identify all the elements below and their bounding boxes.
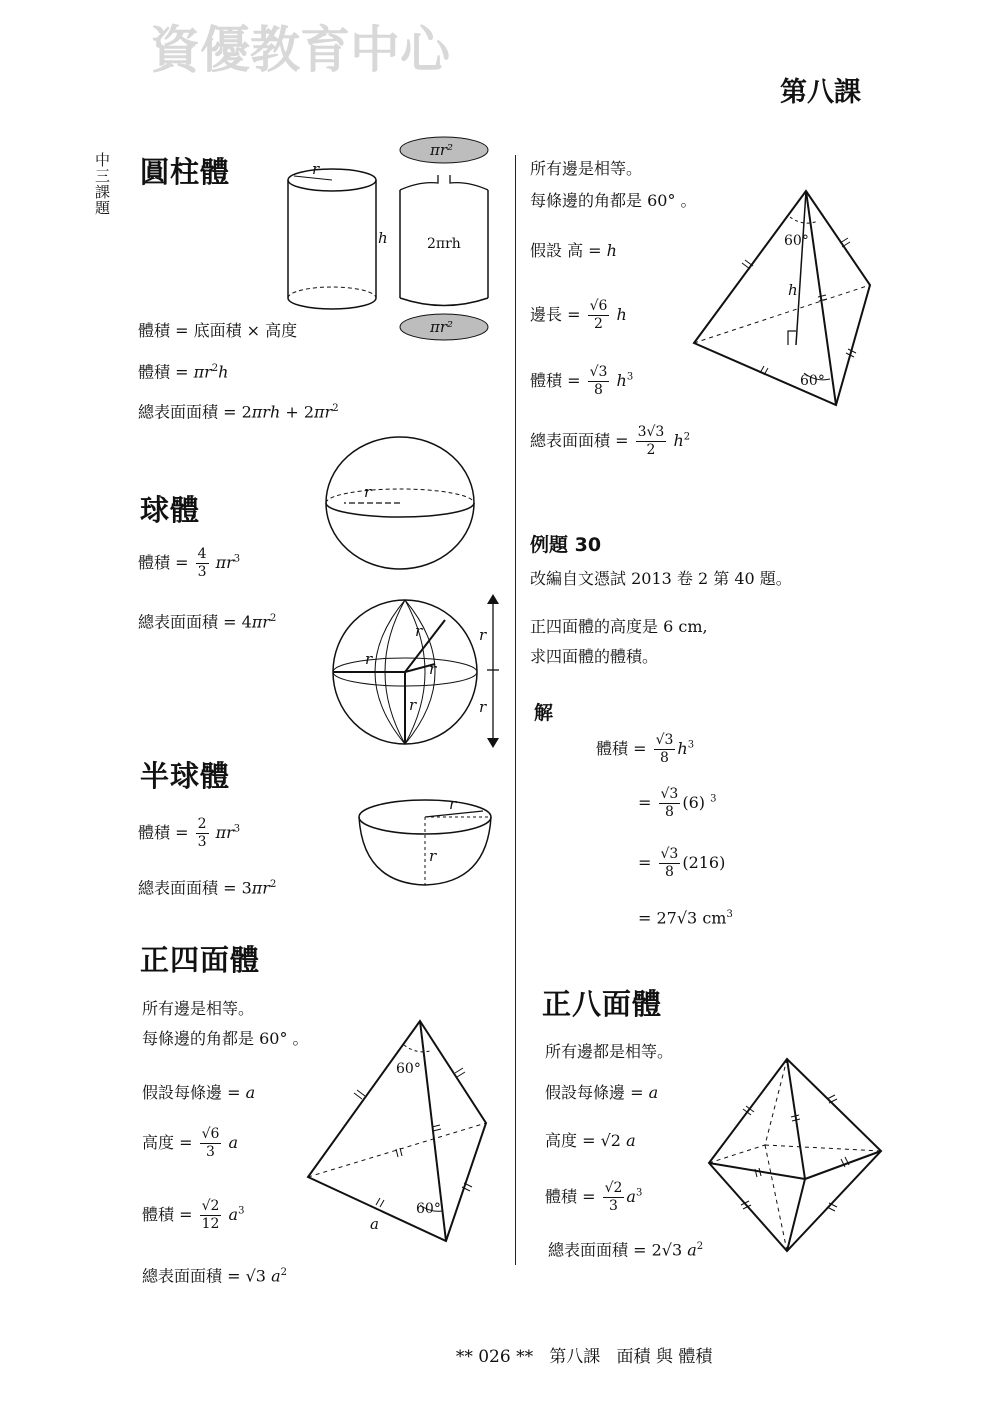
tetrahedron-height: 高度 = $\frac{√6}{3}$ a [142,1126,239,1160]
example-step2-fraction: $\frac{√3}{8}$ [660,786,679,820]
octahedron-assume: 假設每條邊 = a [545,1083,659,1102]
hemisphere-title: 半球體 [140,759,231,793]
right-volume-fraction: $\frac{√3}{8}$ [589,364,608,398]
octahedron-surface-label: 總表面面積 = [548,1240,652,1260]
sphere-surface: 總表面面積 = $4\pi r^2$ [138,612,277,632]
example-step-2: = $\frac{√3}{8}$ (6) $^3$ [638,786,717,820]
octahedron-surface-value: 2√3 [651,1240,688,1260]
tetrahedron-figure [300,1015,495,1245]
right-h-label: h [788,281,798,299]
hemisphere-surface: 總表面面積 = $3\pi r^2$ [138,878,277,898]
right-angle-top: 60° [784,233,809,249]
hemisphere-r-label-1: r [449,795,457,813]
hemisphere-volume-fraction: $\frac{2}{3}$ [197,816,207,850]
tetrahedron-assume: 假設每條邊 = a [142,1083,256,1102]
cylinder-h-label: h [378,229,388,247]
right-assume-label: 假設 高 = [530,241,607,260]
tetrahedron-surface: 總表面面積 = √3 $a^2$ [142,1266,287,1286]
side-label: 中三課題 [93,152,111,216]
hemisphere-surface-label: 總表面面積 = [138,878,242,898]
cylinder-volume-1 [138,320,297,342]
example-step3-fraction: $\frac{√3}{8}$ [660,846,679,880]
octahedron-volume-label: 體積 = [545,1187,601,1206]
sphere-volume: 體積 = $\frac{4}{3}$ $\pi r^3$ [138,546,241,580]
tetrahedron-line-2: 每條邊的角都是 60° 。 [142,1029,309,1048]
tetrahedron-title: 正四面體 [140,943,261,977]
sphere-radius-label-2: r [365,650,373,668]
octahedron-figure [705,1055,885,1255]
right-tetrahedron-figure [688,185,878,410]
example-step1-fraction: $\frac{√3}{8}$ [655,732,674,766]
example-question-1: 正四面體的高度是 6 cm, [530,617,708,636]
right-surface-label: 總表面面積 = [530,431,634,450]
tetrahedron-height-fraction: $\frac{√6}{3}$ [201,1126,220,1160]
octahedron-title: 正八面體 [542,987,663,1021]
example-step3-value: (216) [682,853,726,872]
column-divider [515,155,516,1265]
octahedron-height-value: √2 [600,1131,627,1150]
cylinder-volume-2: 體積 = $\pi r^2h$ [138,362,229,382]
tetrahedron-line-1: 所有邊是相等。 [142,999,255,1018]
sphere-title: 球體 [140,493,201,527]
lesson-label: 第八課 [780,77,861,108]
example-source: 改編自文憑試 2013 卷 2 第 40 題。 [530,569,792,588]
tetrahedron-height-label: 高度 = [142,1133,198,1152]
tetrahedron-a-label: a [370,1215,379,1233]
right-edge: 邊長 = $\frac{√6}{2}$ h [530,298,627,332]
example-step2-value: (6) [682,793,705,812]
right-assume: 假設 高 = h [530,241,617,260]
octahedron-assume-label: 假設每條邊 = [545,1083,649,1102]
footer-page-number: ** 026 ** [455,1347,534,1367]
footer-topic: 面積 與 體積 [616,1347,713,1367]
right-edge-fraction: $\frac{√6}{2}$ [589,298,608,332]
example-question-2: 求四面體的體積。 [530,647,659,666]
cylinder-r-label: r [312,160,320,178]
octahedron-volume: 體積 = $\frac{√2}{3}$ $a^3$ [545,1180,643,1214]
sphere-volume-label: 體積 = [138,553,194,572]
right-angle-bottom: 60° [800,373,825,389]
hemisphere-volume-label: 體積 = [138,823,194,842]
cylinder-volume-label: 體積 = [138,321,194,340]
tetrahedron-assume-label: 假設每條邊 = [142,1083,246,1102]
hemisphere-figure [355,795,500,890]
sphere-radius-label-4: r [409,696,417,714]
footer-lesson: 第八課 [549,1347,601,1367]
cylinder-volume2-label: 體積 = [138,362,194,382]
example-step2-eq: = [638,793,652,812]
cylinder-title: 圓柱體 [140,155,231,189]
hemisphere-r-label-2: r [429,847,437,865]
tetrahedron-volume-fraction: $\frac{√2}{12}$ [201,1198,220,1232]
watermark-text: 資優教育中心 [150,21,450,79]
tetrahedron-volume-label: 體積 = [142,1205,198,1224]
sphere-radius-label-1: r [415,622,423,640]
right-line-1: 所有邊是相等。 [530,159,643,178]
hemisphere-volume: 體積 = $\frac{2}{3}$ $\pi r^3$ [138,816,241,850]
octahedron-height-label: 高度 = [545,1131,601,1150]
tetrahedron-angle-top: 60° [396,1061,421,1077]
octahedron-line-1: 所有邊都是相等。 [545,1042,674,1061]
cylinder-side-label: 2πrh [427,236,461,252]
sphere-surface-label: 總表面面積 = [138,612,242,632]
right-edge-label: 邊長 = [530,305,586,324]
sphere-radius-figure [325,590,515,750]
cylinder-bottom-label: πr² [430,318,454,336]
cylinder-surface-label: 總表面面積 = [138,402,242,422]
octahedron-height: 高度 = √2 a [545,1131,636,1150]
sphere-volume-fraction: $\frac{4}{3}$ [197,546,207,580]
cylinder-top-label: πr² [430,141,454,159]
cylinder-volume-text: 底面積 × 高度 [193,321,298,340]
octahedron-volume-fraction: $\frac{√2}{3}$ [604,1180,623,1214]
octahedron-surface: 總表面面積 = 2√3 $a^2$ [548,1240,704,1260]
cylinder-surface: 總表面面積 = $2\pi rh + 2\pi r^2$ [138,402,339,422]
tetrahedron-volume: 體積 = $\frac{√2}{12}$ $a^3$ [142,1198,245,1232]
example-step-4: = 27√3 $cm^3$ [638,908,733,928]
right-line-2: 每條邊的角都是 60° 。 [530,191,697,210]
example-step-1: 體積 = $\frac{√3}{8}$ $h^3$ [596,732,695,766]
cylinder-figure [280,135,495,345]
page-footer [445,1322,712,1367]
tetrahedron-surface-label: 總表面面積 = [142,1266,246,1286]
sphere-radius-label-6: r [479,698,487,716]
right-volume-label: 體積 = [530,371,586,390]
tetrahedron-angle-bottom: 60° [416,1201,441,1217]
right-volume: 體積 = $\frac{√3}{8}$ $h^3$ [530,364,634,398]
sphere-radius-label-3: r [429,660,437,678]
example-step1-label: 體積 = [596,739,652,758]
example-title: 例題 30 [530,534,602,556]
right-surface-fraction: $\frac{3√3}{2}$ [637,424,665,458]
right-surface: 總表面面積 = $\frac{3√3}{2}$ $h^2$ [530,424,691,458]
sphere-figure [322,433,482,573]
sphere-r-label: r [364,483,372,501]
example-solution-label: 解 [534,702,554,724]
sphere-radius-label-5: r [479,626,487,644]
example-step3-eq: = [638,853,652,872]
example-step4-value: = 27√3 cm [638,908,727,928]
example-step-3 [638,846,725,881]
